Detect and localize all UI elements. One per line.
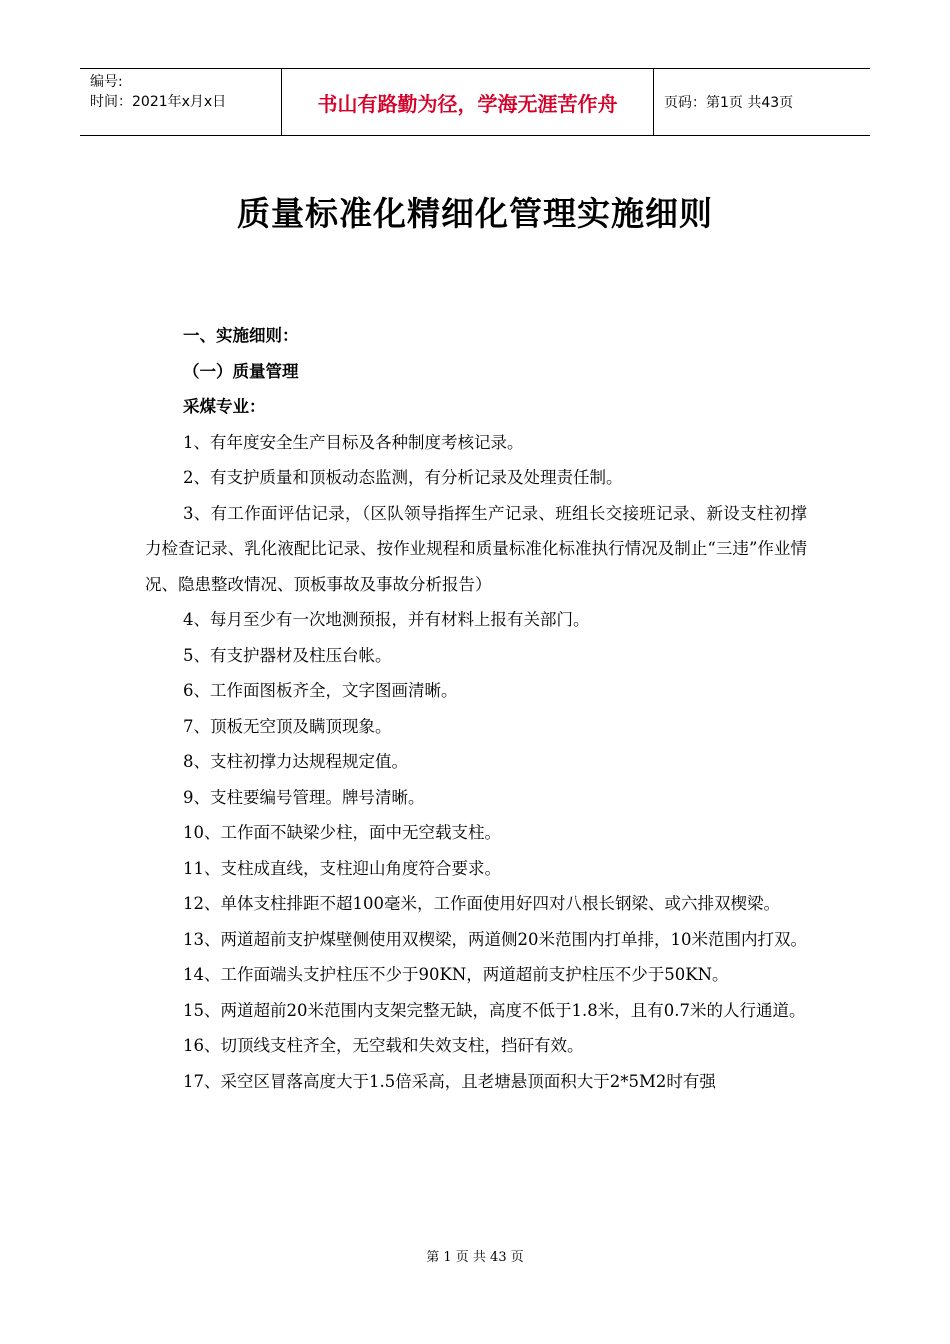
item-list bbox=[145, 425, 807, 1100]
list-item: 12、单体支柱排距不超100毫米，工作面使用好四对八根长钢梁、或六排双楔梁。 bbox=[183, 894, 780, 913]
list-item: 10、工作面不缺梁少柱，面中无空载支柱。 bbox=[183, 823, 501, 842]
list-item: 3、有工作面评估记录，（区队领导指挥生产记录、班组长交接班记录、新设支柱初撑力检查记录、乳化液配比记录、按作业规程和质量标准化标准执行情况及制止“三违”作业情况、隐患整改情况、顶板事故及事故分析报告） bbox=[145, 503, 807, 594]
subsection-heading: （一）质量管理 bbox=[183, 361, 299, 381]
document-body bbox=[145, 318, 807, 1099]
header-meta-cell bbox=[80, 69, 282, 135]
header-page-info: 页码：第1页 共43页 bbox=[664, 95, 794, 111]
list-item: 11、支柱成直线，支柱迎山角度符合要求。 bbox=[183, 858, 501, 878]
list-item: 16、切顶线支柱齐全，无空载和失效支柱，挡矸有效。 bbox=[183, 1036, 584, 1055]
list-item: 4、每月至少有一次地测预报，并有材料上报有关部门。 bbox=[183, 610, 590, 629]
section-heading: 一、实施细则： bbox=[183, 326, 299, 345]
list-item: 14、工作面端头支护柱压不少于90KN，两道超前支护柱压不少于50KN。 bbox=[183, 965, 729, 984]
list-item: 9、支柱要编号管理。牌号清晰。 bbox=[183, 787, 425, 807]
header-page-cell bbox=[654, 69, 870, 135]
document-number-label: 编号: bbox=[90, 74, 123, 90]
header-motto: 书山有路勤为径，学海无涯苦作舟 bbox=[317, 91, 618, 116]
page-header bbox=[80, 68, 870, 136]
list-item: 8、支柱初撑力达规程规定值。 bbox=[183, 752, 408, 771]
document-title: 质量标准化精细化管理实施细则 bbox=[237, 194, 713, 233]
list-item: 2、有支护质量和顶板动态监测，有分析记录及处理责任制。 bbox=[183, 468, 623, 487]
header-motto-cell bbox=[282, 69, 654, 135]
page-footer: 第 1 页 共 43 页 bbox=[426, 1250, 524, 1265]
document-date-label: 时间：2021年x月x日 bbox=[90, 94, 227, 110]
list-item: 17、采空区冒落高度大于1.5倍采高，且老塘悬顶面积大于2*5M2时有强 bbox=[183, 1071, 716, 1091]
list-item: 7、顶板无空顶及瞒顶现象。 bbox=[183, 716, 392, 736]
list-item: 6、工作面图板齐全，文字图画清晰。 bbox=[183, 681, 458, 700]
list-item: 15、两道超前20米范围内支架完整无缺，高度不低于1.8米，且有0.7米的人行通道。 bbox=[183, 1000, 806, 1020]
list-item: 1、有年度安全生产目标及各种制度考核记录。 bbox=[183, 432, 524, 452]
list-item: 13、两道超前支护煤壁侧使用双楔梁，两道侧20米范围内打单排，10米范围内打双。 bbox=[183, 929, 807, 949]
category-heading: 采煤专业： bbox=[183, 397, 266, 416]
list-item: 5、有支护器材及柱压台帐。 bbox=[183, 645, 392, 665]
